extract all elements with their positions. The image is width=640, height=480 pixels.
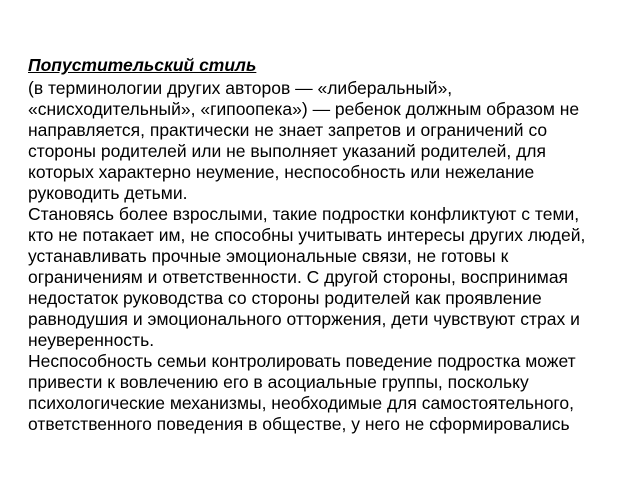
text-line: (в терминологии других авторов — «либеральный», <box>28 78 453 98</box>
text-line: Неспособность семьи контролировать поведение подростка может <box>28 351 576 371</box>
text-line: ответственного поведения в обществе, у него не сформировались <box>28 414 570 434</box>
text-line: устанавливать прочные эмоциональные связи, не готовы к <box>28 246 509 266</box>
text-line: «снисходительный», «гипоопека») — ребенок должным образом не <box>28 99 580 119</box>
text-line: психологические механизмы, необходимые для самостоятельного, <box>28 393 575 413</box>
text-line: ограничениям и ответственности. С другой стороны, воспринимая <box>28 267 569 287</box>
text-line: кто не потакает им, не способны учитывать интересы других людей, <box>28 225 586 245</box>
text-line: стороны родителей или не выполняет указаний родителей, для <box>28 141 546 161</box>
text-line: направляется, практически не знает запретов и ограничений со <box>28 120 548 140</box>
slide-title: Попустительский стиль <box>28 55 257 75</box>
text-line: которых характерно неумение, неспособность или нежелание <box>28 162 535 182</box>
text-line: руководить детьми. <box>28 183 188 203</box>
text-line: привести к вовлечению его в асоциальные группы, поскольку <box>28 372 529 392</box>
paragraph-consequences <box>28 204 618 351</box>
text-line: недостаток руководства со стороны родителей как проявление <box>28 288 542 308</box>
text-line: равнодушия и эмоционального отторжения, дети чувствуют страх и <box>28 309 580 329</box>
paragraph-family-control <box>28 351 618 435</box>
paragraph-definition <box>28 78 618 204</box>
text-line: Становясь более взрослыми, такие подростки конфликтуют с теми, <box>28 204 580 224</box>
slide-content <box>28 55 618 435</box>
text-line: неуверенность. <box>28 330 155 350</box>
